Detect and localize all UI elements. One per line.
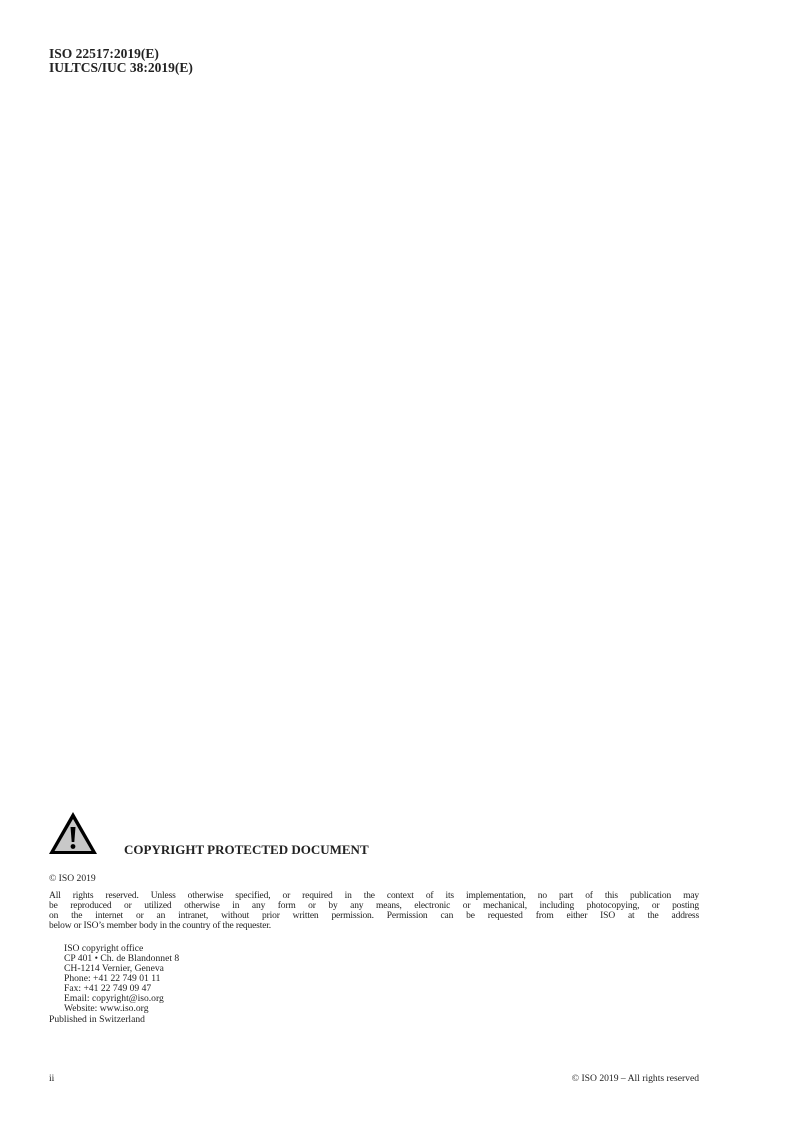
document-id: ISO 22517:2019(E) [49,46,159,61]
paragraph-line: be reproduced or utilized otherwise in any form or by any means, electronic or mechanical, including photocopying, or posting [49,901,699,911]
rights-paragraph [49,891,699,931]
address-line: CH-1214 Vernier, Geneva [64,963,164,974]
published-in: Published in Switzerland [49,1014,145,1025]
copyright-year: © ISO 2019 [49,873,96,884]
paragraph-line: below or ISO’s member body in the country of the requester. [49,921,271,931]
copyright-title: COPYRIGHT PROTECTED DOCUMENT [124,842,369,857]
address-line: CP 401 • Ch. de Blandonnet 8 [64,953,180,964]
paragraph-line: on the internet or an intranet, without prior written permission. Permission can be requested from either ISO at the address [49,911,699,921]
document-id-secondary: IULTCS/IUC 38:2019(E) [49,60,193,75]
address-fax: Fax: +41 22 749 09 47 [64,983,152,994]
paragraph-line: All rights reserved. Unless otherwise specified, or required in the context of its implementation, no part of this publication may [49,891,699,901]
page-number: ii [49,1073,55,1084]
address-line: ISO copyright office [64,943,144,954]
address-website: Website: www.iso.org [64,1003,149,1014]
address-phone: Phone: +41 22 749 01 11 [64,973,161,984]
warning-triangle-icon [47,810,99,856]
address-block [64,944,179,1014]
footer-rights: © ISO 2019 – All rights reserved [571,1073,699,1084]
address-email: Email: copyright@iso.org [64,993,164,1004]
